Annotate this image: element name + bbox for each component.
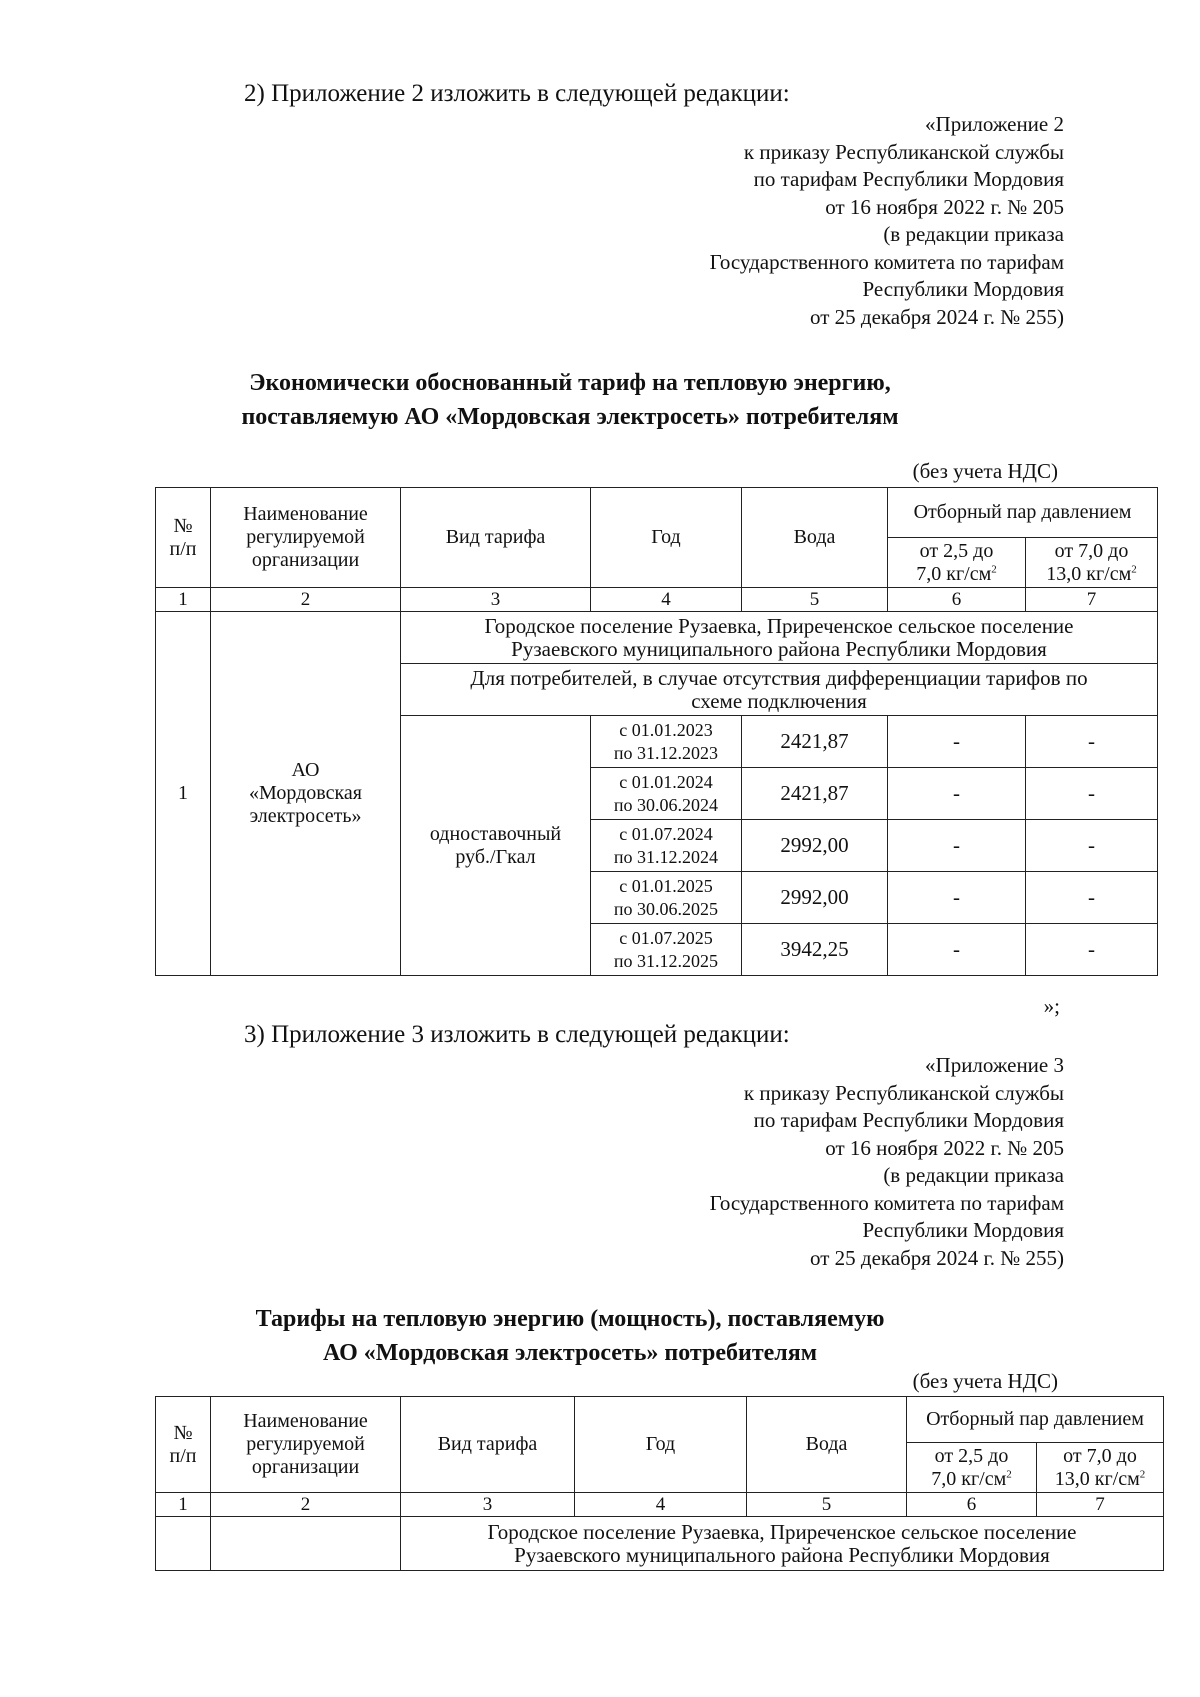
- header-number-sign: №: [173, 514, 193, 537]
- territory-line: Городское поселение Рузаевка, Приреченское сельское поселение: [484, 613, 1074, 638]
- consumers-line: схеме подключения: [691, 688, 867, 713]
- period-to: по 31.12.2025: [613, 950, 719, 971]
- tariff-kind: [401, 716, 591, 976]
- column-number: 5: [747, 1493, 907, 1517]
- steam-low-value: -: [888, 872, 1026, 924]
- closing-quote: »;: [1043, 994, 1060, 1018]
- header-year: Год: [575, 1397, 747, 1493]
- period-cell: [591, 924, 742, 976]
- period-from: с 01.01.2025: [619, 875, 713, 896]
- appendix-line: Республики Мордовия: [862, 1218, 1064, 1242]
- period-cell: [591, 716, 742, 768]
- consumers-line: Для потребителей, в случае отсутствия дифференциации тарифов по: [470, 665, 1088, 690]
- header-organization: Наименование регулируемой организации: [211, 488, 401, 588]
- appendix-line: по тарифам Республики Мордовия: [753, 167, 1064, 191]
- period-from: с 01.07.2025: [619, 927, 713, 948]
- column-number: 6: [907, 1493, 1037, 1517]
- column-number: 7: [1026, 588, 1158, 612]
- period-from: с 01.07.2024: [619, 823, 713, 844]
- header-year: Год: [591, 488, 742, 588]
- item-3-heading: 3) Приложение 3 изложить в следующей редакции:: [244, 1021, 790, 1048]
- period-to: по 31.12.2023: [613, 742, 719, 763]
- period-to: по 30.06.2024: [613, 794, 719, 815]
- title-line: Экономически обоснованный тариф на тепловую энергию,: [249, 370, 891, 396]
- steam-high-value: -: [1026, 924, 1158, 976]
- appendix-line: к приказу Республиканской службы: [743, 1080, 1064, 1105]
- row-number-empty: [156, 1517, 211, 1571]
- tariff-kind-line: одноставочный: [429, 822, 562, 845]
- period-cell: [591, 820, 742, 872]
- appendix-line: по тарифам Республики Мордовия: [753, 1108, 1064, 1132]
- header-steam-high: [1026, 538, 1158, 588]
- territory-row: [401, 1517, 1164, 1571]
- appendix-line: от 16 ноября 2022 г. № 205: [825, 1135, 1064, 1160]
- steam-high-value: -: [1026, 768, 1158, 820]
- row-number: 1: [156, 612, 211, 976]
- title-line: поставляемую АО «Мордовская электросеть» потребителям: [241, 404, 899, 430]
- appendix-3-reference: [710, 1052, 1064, 1272]
- steam-high-value: -: [1026, 820, 1158, 872]
- header-water: Вода: [742, 488, 888, 588]
- territory-row: [401, 612, 1158, 664]
- title-line: АО «Мордовская электросеть» потребителям: [322, 1340, 818, 1366]
- water-tariff-value: 2992,00: [742, 872, 888, 924]
- organization-name-line: «Мордовская: [249, 782, 362, 804]
- organization-name: [211, 612, 401, 976]
- water-tariff-value: 2992,00: [742, 820, 888, 872]
- steam-low-value: -: [888, 924, 1026, 976]
- header-tariff-type: Вид тарифа: [401, 1397, 575, 1493]
- appendix-line: «Приложение 2: [925, 112, 1064, 136]
- appendix-2-reference: [710, 111, 1064, 331]
- header-number: [156, 1397, 211, 1493]
- header-number: [156, 488, 211, 588]
- water-tariff-value: 2421,87: [742, 768, 888, 820]
- water-tariff-value: 2421,87: [742, 716, 888, 768]
- steam-high-value: -: [1026, 872, 1158, 924]
- appendix-line: «Приложение 3: [925, 1053, 1064, 1077]
- column-number: 3: [401, 1493, 575, 1517]
- tariff-table-appendix-2: [155, 487, 1158, 976]
- territory-line: Рузаевского муниципального района Республики Мордовия: [511, 636, 1047, 661]
- header-steam: Отборный пар давлением: [888, 488, 1158, 538]
- column-number: 1: [156, 588, 211, 612]
- appendix-line: от 16 ноября 2022 г. № 205: [825, 194, 1064, 219]
- organization-empty: [211, 1517, 401, 1571]
- header-steam-high: [1037, 1443, 1164, 1493]
- header-steam-low: [907, 1443, 1037, 1493]
- item-2-heading: 2) Приложение 2 изложить в следующей редакции:: [244, 80, 790, 107]
- header-number-abbr: п/п: [169, 537, 197, 560]
- steam-low-value: -: [888, 768, 1026, 820]
- header-steam-high-line: 13,0 $кг/см^2$: [1046, 562, 1137, 585]
- period-cell: [591, 768, 742, 820]
- title-line: Тарифы на тепловую энергию (мощность), поставляемую: [255, 1306, 885, 1332]
- vat-note: (без учета НДС): [912, 459, 1058, 483]
- header-organization: Наименование регулируемой организации: [211, 1397, 401, 1493]
- header-steam-low: [888, 538, 1026, 588]
- header-steam: Отборный пар давлением: [907, 1397, 1164, 1443]
- steam-high-value: -: [1026, 716, 1158, 768]
- column-number: 5: [742, 588, 888, 612]
- period-to: по 31.12.2024: [613, 846, 719, 867]
- tariff-kind-line: руб./Гкал: [455, 845, 536, 868]
- steam-low-value: -: [888, 820, 1026, 872]
- column-number: 4: [591, 588, 742, 612]
- consumers-row: [401, 664, 1158, 716]
- period-from: с 01.01.2024: [619, 771, 713, 792]
- organization-name-line: электросеть»: [249, 805, 362, 827]
- period-cell: [591, 872, 742, 924]
- column-number: 4: [575, 1493, 747, 1517]
- header-number-sign: №: [173, 1421, 193, 1444]
- column-number: 3: [401, 588, 591, 612]
- table-3-title: [150, 1302, 990, 1370]
- header-steam-high-line: 13,0 $кг/см^2$: [1054, 1467, 1146, 1490]
- tariff-table-appendix-3: [155, 1396, 1164, 1571]
- header-water: Вода: [747, 1397, 907, 1493]
- header-steam-high-line: от 7,0 до: [1063, 1444, 1137, 1467]
- header-tariff-type: Вид тарифа: [401, 488, 591, 588]
- header-steam-low-line: 7,0 $кг/см^2$: [916, 562, 997, 585]
- appendix-line: (в редакции приказа: [883, 1163, 1064, 1187]
- territory-line: Городское поселение Рузаевка, Приреченское сельское поселение: [487, 1519, 1077, 1544]
- appendix-line: от 25 декабря 2024 г. № 255): [810, 304, 1064, 329]
- appendix-line: Государственного комитета по тарифам: [709, 249, 1064, 274]
- appendix-line: к приказу Республиканской службы: [743, 139, 1064, 164]
- column-number: 1: [156, 1493, 211, 1517]
- header-number-abbr: п/п: [169, 1444, 197, 1467]
- header-steam-low-line: от 2,5 до: [919, 539, 994, 562]
- table-2-title: [150, 366, 990, 434]
- vat-note: (без учета НДС): [912, 1369, 1058, 1393]
- appendix-line: (в редакции приказа: [883, 222, 1064, 246]
- header-steam-low-line: 7,0 $кг/см^2$: [931, 1467, 1012, 1490]
- appendix-line: Республики Мордовия: [862, 277, 1064, 301]
- organization-name-line: АО: [291, 759, 320, 781]
- steam-low-value: -: [888, 716, 1026, 768]
- column-number: 2: [211, 1493, 401, 1517]
- column-number: 2: [211, 588, 401, 612]
- header-steam-high-line: от 7,0 до: [1054, 539, 1129, 562]
- appendix-line: Государственного комитета по тарифам: [709, 1190, 1064, 1215]
- water-tariff-value: 3942,25: [742, 924, 888, 976]
- period-to: по 30.06.2025: [613, 898, 719, 919]
- column-number: 6: [888, 588, 1026, 612]
- territory-line: Рузаевского муниципального района Республики Мордовия: [514, 1542, 1050, 1567]
- appendix-line: от 25 декабря 2024 г. № 255): [810, 1245, 1064, 1270]
- header-steam-low-line: от 2,5 до: [934, 1444, 1009, 1467]
- column-number: 7: [1037, 1493, 1164, 1517]
- period-from: с 01.01.2023: [619, 719, 713, 740]
